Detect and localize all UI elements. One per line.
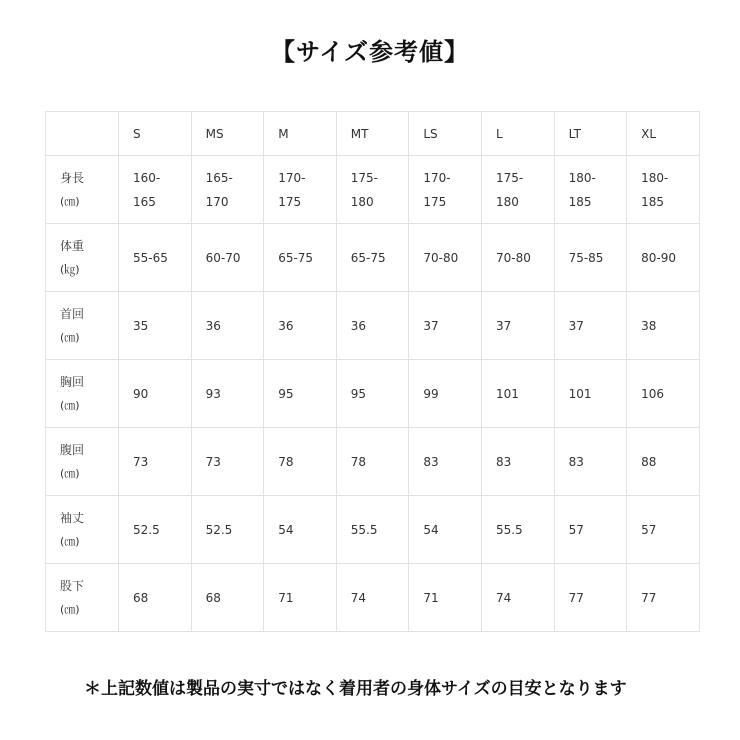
value-cell: 170- 175 (409, 156, 482, 224)
size-header-cell: MS (191, 112, 264, 156)
row-label: 袖丈 (60, 510, 85, 525)
row-label-cell (46, 428, 119, 496)
value-cell: 36 (336, 292, 409, 360)
value-cell: 52.5 (191, 496, 264, 564)
value-cell: 74 (336, 564, 409, 632)
row-label: 胸回 (60, 374, 85, 389)
value-cell: 37 (554, 292, 627, 360)
value-cell: 36 (264, 292, 337, 360)
size-header-cell: S (119, 112, 192, 156)
value-cell: 52.5 (119, 496, 192, 564)
value-cell: 83 (409, 428, 482, 496)
table-row (46, 428, 700, 496)
value-cell: 160- 165 (119, 156, 192, 224)
value-cell: 101 (481, 360, 554, 428)
value-cell: 180- 185 (627, 156, 700, 224)
value-cell: 54 (409, 496, 482, 564)
value-cell: 165- 170 (191, 156, 264, 224)
corner-cell (46, 112, 119, 156)
size-header-cell: L (481, 112, 554, 156)
value-cell: 37 (481, 292, 554, 360)
row-unit: (㎝) (60, 534, 80, 548)
value-cell: 37 (409, 292, 482, 360)
value-cell: 55.5 (481, 496, 554, 564)
value-cell: 170- 175 (264, 156, 337, 224)
size-header-cell: M (264, 112, 337, 156)
table-row (46, 224, 700, 292)
value-cell: 83 (481, 428, 554, 496)
row-label-cell (46, 360, 119, 428)
row-label-cell (46, 496, 119, 564)
value-cell: 88 (627, 428, 700, 496)
value-cell: 99 (409, 360, 482, 428)
row-unit: (㎝) (60, 330, 80, 344)
value-cell: 77 (554, 564, 627, 632)
value-cell: 70-80 (481, 224, 554, 292)
value-cell: 80-90 (627, 224, 700, 292)
value-cell: 106 (627, 360, 700, 428)
table-row (46, 360, 700, 428)
table-row (46, 496, 700, 564)
value-cell: 175- 180 (481, 156, 554, 224)
size-header-cell: LT (554, 112, 627, 156)
value-cell: 73 (119, 428, 192, 496)
value-cell: 60-70 (191, 224, 264, 292)
value-cell: 65-75 (336, 224, 409, 292)
size-reference-table (45, 111, 700, 632)
value-cell: 71 (264, 564, 337, 632)
value-cell: 175- 180 (336, 156, 409, 224)
value-cell: 95 (264, 360, 337, 428)
value-cell: 68 (119, 564, 192, 632)
value-cell: 73 (191, 428, 264, 496)
value-cell: 35 (119, 292, 192, 360)
row-label-cell (46, 292, 119, 360)
size-header-cell: LS (409, 112, 482, 156)
row-label-cell (46, 156, 119, 224)
page-title: 【サイズ参考値】 (270, 38, 470, 66)
row-label: 首回 (60, 306, 85, 321)
value-cell: 180- 185 (554, 156, 627, 224)
row-unit: (㎝) (60, 398, 80, 412)
value-cell: 57 (627, 496, 700, 564)
row-unit: (㎏) (60, 262, 80, 276)
row-unit: (㎝) (60, 194, 80, 208)
value-cell: 54 (264, 496, 337, 564)
value-cell: 36 (191, 292, 264, 360)
size-note: ＊上記数値は製品の実寸ではなく着用者の身体サイズの目安となります (84, 679, 627, 699)
value-cell: 83 (554, 428, 627, 496)
value-cell: 55.5 (336, 496, 409, 564)
value-cell: 57 (554, 496, 627, 564)
value-cell: 68 (191, 564, 264, 632)
size-header-row (46, 112, 700, 156)
size-header-cell: XL (627, 112, 700, 156)
row-label: 体重 (60, 238, 85, 253)
row-label: 腹回 (60, 442, 85, 457)
value-cell: 75-85 (554, 224, 627, 292)
value-cell: 90 (119, 360, 192, 428)
value-cell: 78 (336, 428, 409, 496)
value-cell: 93 (191, 360, 264, 428)
row-label: 股下 (60, 578, 85, 593)
size-header-cell: MT (336, 112, 409, 156)
value-cell: 78 (264, 428, 337, 496)
value-cell: 71 (409, 564, 482, 632)
value-cell: 101 (554, 360, 627, 428)
row-unit: (㎝) (60, 466, 80, 480)
table-row (46, 292, 700, 360)
row-unit: (㎝) (60, 602, 80, 616)
value-cell: 95 (336, 360, 409, 428)
value-cell: 74 (481, 564, 554, 632)
value-cell: 55-65 (119, 224, 192, 292)
value-cell: 70-80 (409, 224, 482, 292)
value-cell: 77 (627, 564, 700, 632)
value-cell: 38 (627, 292, 700, 360)
row-label-cell (46, 564, 119, 632)
table-row (46, 156, 700, 224)
table-row (46, 564, 700, 632)
value-cell: 65-75 (264, 224, 337, 292)
row-label-cell (46, 224, 119, 292)
row-label: 身長 (60, 170, 85, 185)
